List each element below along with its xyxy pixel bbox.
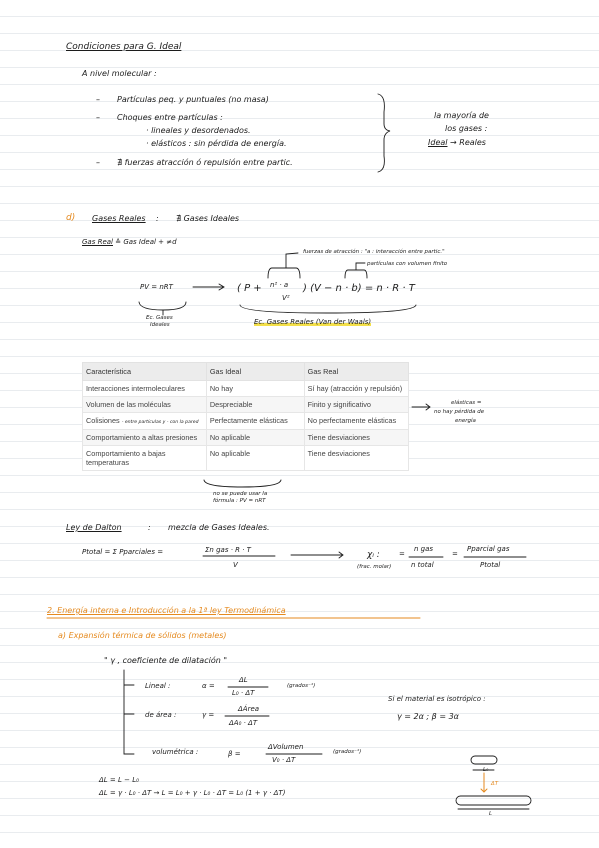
- arrow-icon: [286, 253, 298, 268]
- table-cell: Finito y significativo: [304, 397, 408, 413]
- dl-2: ΔL = γ · L₀ · ΔT → L = L₀ + γ · L₀ · ΔT = L₀ (1 + γ · ΔT): [99, 789, 286, 797]
- area-eq: γ =: [202, 711, 215, 719]
- lineal-eq: α =: [202, 682, 215, 690]
- table-below-b: fórmula : PV = nRT: [213, 498, 266, 504]
- dalton-colon: :: [148, 523, 151, 532]
- rod-after: [456, 796, 531, 805]
- ec-gases-reales: Ec. Gases Reales (Van der Waals): [254, 318, 372, 326]
- orange-arrow-icon: [481, 773, 487, 792]
- ec-gases-ideales-1: Ec. Gases: [146, 315, 173, 321]
- ideal-title: Condiciones para G. Ideal: [66, 42, 182, 52]
- vdw-num: n² · a: [270, 281, 289, 289]
- table-cell: Volumen de las moléculas: [83, 397, 207, 413]
- fig-l0: L₀: [483, 767, 489, 773]
- vdw-rest: ) (V − n · b) = n · R · T: [303, 283, 415, 294]
- table-header: Gas Ideal: [206, 363, 304, 381]
- ideal-bullet-2b: · elásticos : sin pérdida de energía.: [146, 139, 287, 148]
- dl-1: ΔL = L − L₀: [99, 776, 139, 784]
- reales-colon: :: [156, 214, 159, 223]
- table-cell: Tiene desviaciones: [304, 429, 408, 445]
- vol-den: V₀ · ΔT: [272, 756, 296, 764]
- iso-2: γ = 2α ; β = 3α: [397, 712, 459, 721]
- ideal-bullet-2a: · lineales y desordenados.: [146, 126, 251, 135]
- pv-nrt: PV = nRT: [140, 283, 173, 291]
- dalton-ntotal: n total: [411, 561, 434, 569]
- reales-label-d: d): [66, 213, 76, 223]
- ideal-side-3b: → Reales: [450, 138, 486, 147]
- bullet-dash: –: [96, 95, 100, 104]
- table-header: Gas Real: [304, 363, 408, 381]
- ideal-bullet-1: Partículas peq. y puntuales (no masa): [117, 95, 269, 104]
- table-cell: No aplicable: [206, 429, 304, 445]
- ideal-nivel: A nivel molecular :: [82, 69, 157, 78]
- table-cell: Perfectamente elásticas: [206, 413, 304, 430]
- dalton-title: Ley de Dalton: [66, 523, 122, 532]
- table-below-a: no se puede usar la: [213, 491, 268, 497]
- lineal-den: L₀ · ΔT: [232, 689, 255, 697]
- table-cell: Interacciones intermoleculares: [83, 381, 207, 397]
- vol-label: volumétrica :: [152, 748, 199, 756]
- table-side-a: elásticas =: [451, 400, 482, 406]
- rod-before: [471, 756, 497, 764]
- table-cell: Comportamiento a bajas temperaturas: [83, 446, 207, 471]
- reales-title: Gases Reales: [92, 214, 146, 223]
- reales-title-2: ∄ Gases Ideales: [176, 214, 240, 223]
- fig-l: L: [489, 811, 493, 817]
- ideal-bullet-2: Choques entre partículas :: [117, 113, 223, 122]
- note-fuerzas: fuerzas de atracción : "a : interacción entre partic.": [303, 249, 445, 255]
- area-den: ΔA₀ · ΔT: [229, 719, 258, 727]
- dalton-xi-sub: (frac. molar): [357, 564, 392, 570]
- reales-def-a: Gas Real: [82, 238, 113, 246]
- table-cell: No perfectamente elásticas: [304, 413, 408, 430]
- dalton-sub: mezcla de Gases Ideales.: [168, 523, 270, 532]
- bullet-dash: –: [96, 113, 100, 122]
- dalton-ptotal2: Ptotal: [480, 561, 501, 569]
- arrow-icon: [291, 552, 343, 558]
- arrow-icon: [193, 284, 224, 290]
- lineal-unit: (grados⁻¹): [287, 683, 316, 689]
- vdw-p: ( P +: [237, 283, 262, 294]
- brace: [378, 94, 390, 172]
- table-cell: Sí hay (atracción y repulsión): [304, 381, 408, 397]
- ideal-bullet-3: ∄ fuerzas atracción ó repulsión entre partic.: [117, 158, 293, 167]
- table-cell: Tiene desviaciones: [304, 446, 408, 471]
- colisiones-note: - entre partículas y - con la pared: [121, 420, 199, 426]
- energia-coef: " γ , coeficiente de dilatación ": [104, 656, 227, 665]
- vdw-den: V²: [282, 294, 290, 302]
- table-side-b: no hay pérdida de: [434, 409, 485, 415]
- energia-title: 2. Energía interna e Introducción a la 1ª ley Termodinámica: [47, 606, 286, 615]
- table-cell: Comportamiento a altas presiones: [83, 429, 207, 445]
- reales-def-b: ≙ Gas Ideal + ≠d: [115, 238, 177, 246]
- note-particulas: partículas con volumen finito: [367, 261, 448, 267]
- dalton-ngas: n gas: [414, 545, 434, 553]
- iso-1: Si el material es isotrópico :: [388, 695, 486, 703]
- ideal-side-1: la mayoría de: [434, 111, 489, 120]
- arrow-icon: [412, 404, 430, 410]
- vol-unit: (grados⁻¹): [333, 749, 362, 755]
- dalton-num: Σn gas · R · T: [205, 546, 251, 554]
- table-cell: No hay: [206, 381, 304, 397]
- fig-dt: ΔT: [491, 781, 499, 787]
- ec-gases-ideales-2: Ideales: [150, 322, 170, 328]
- energia-sub-text: a) Expansión térmica de sólidos (metales): [58, 631, 227, 640]
- table-cell: No aplicable: [206, 446, 304, 471]
- table-header: Característica: [83, 363, 207, 381]
- dalton-den: V: [233, 561, 238, 569]
- ideal-side-3a: Ideal: [428, 138, 448, 147]
- table-side-c: energía: [455, 418, 476, 424]
- ideal-side-2: los gases :: [445, 124, 488, 133]
- dalton-ptotal: Ptotal = Σ Pparciales =: [82, 548, 164, 556]
- area-label: de área :: [145, 711, 177, 719]
- table-cell-text: Colisiones: [86, 416, 120, 426]
- table-cell: Despreciable: [206, 397, 304, 413]
- vol-eq: β =: [228, 750, 241, 758]
- lineal-num: ΔL: [239, 676, 248, 684]
- dalton-xi: χᵢ :: [367, 550, 380, 560]
- dalton-pparcial: Pparcial gas: [467, 545, 510, 553]
- area-num: ΔÁrea: [238, 705, 260, 713]
- dalton-eq2: =: [452, 550, 458, 558]
- vol-num: ΔVolumen: [268, 743, 304, 751]
- dalton-eq: =: [399, 550, 405, 558]
- lineal-label: Lineal :: [145, 682, 171, 690]
- bullet-dash: –: [96, 158, 100, 167]
